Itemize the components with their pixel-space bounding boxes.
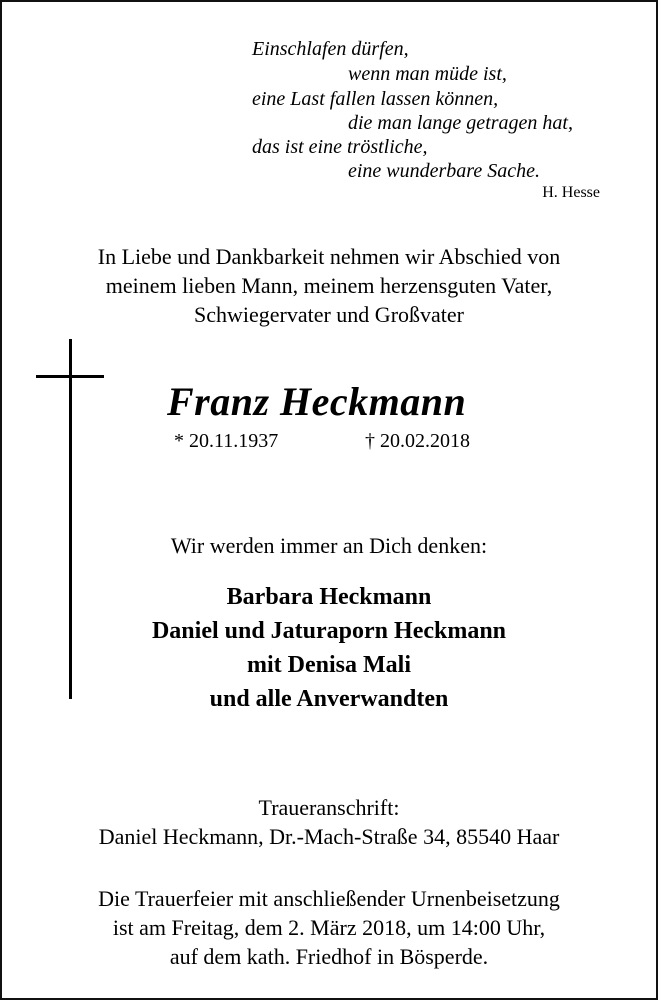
poem-line-6: eine wunderbare Sache. <box>348 160 540 182</box>
funeral-line-3: auf dem kath. Friedhof in Bösperde. <box>169 944 489 969</box>
family-line-3: mit Denisa Mali <box>247 652 411 678</box>
poem-author: H. Hesse <box>542 184 600 201</box>
poem-line-3: eine Last fallen lassen können, <box>252 88 499 110</box>
remember-line: Wir werden immer an Dich denken: <box>170 533 488 558</box>
family-line-4: und alle Anverwandten <box>209 686 449 712</box>
address-line: Daniel Heckmann, Dr.-Mach-Straße 34, 85540 Haar <box>98 824 560 849</box>
funeral-line-1: Die Trauerfeier mit anschließender Urnenbeisetzung <box>98 886 560 911</box>
poem-line-1: Einschlafen dürfen, <box>252 38 409 60</box>
intro-line-3: Schwiegervater und Großvater <box>193 302 464 327</box>
poem-line-2: wenn man müde ist, <box>348 63 507 85</box>
family-names <box>2 580 656 716</box>
deceased-name: Franz Heckmann <box>167 379 467 424</box>
family-line-1: Barbara Heckmann <box>226 584 432 610</box>
funeral-info <box>2 884 656 971</box>
cross-horizontal-bar <box>36 375 104 378</box>
family-line-2: Daniel und Jaturaporn Heckmann <box>151 618 507 644</box>
address-label: Traueranschrift: <box>258 795 400 820</box>
poem-line-5: das ist eine tröstliche, <box>252 136 428 158</box>
intro-line-1: In Liebe und Dankbarkeit nehmen wir Abschied von <box>97 244 561 269</box>
death-date: † 20.02.2018 <box>365 430 470 452</box>
poem-block <box>2 2 656 212</box>
birth-date: * 20.11.1937 <box>174 430 279 452</box>
funeral-line-2: ist am Freitag, dem 2. März 2018, um 14:00 Uhr, <box>112 915 546 940</box>
poem-line-4: die man lange getragen hat, <box>348 112 573 134</box>
intro-text <box>2 242 656 329</box>
intro-line-2: meinem lieben Mann, meinem herzensguten Vater, <box>105 273 553 298</box>
